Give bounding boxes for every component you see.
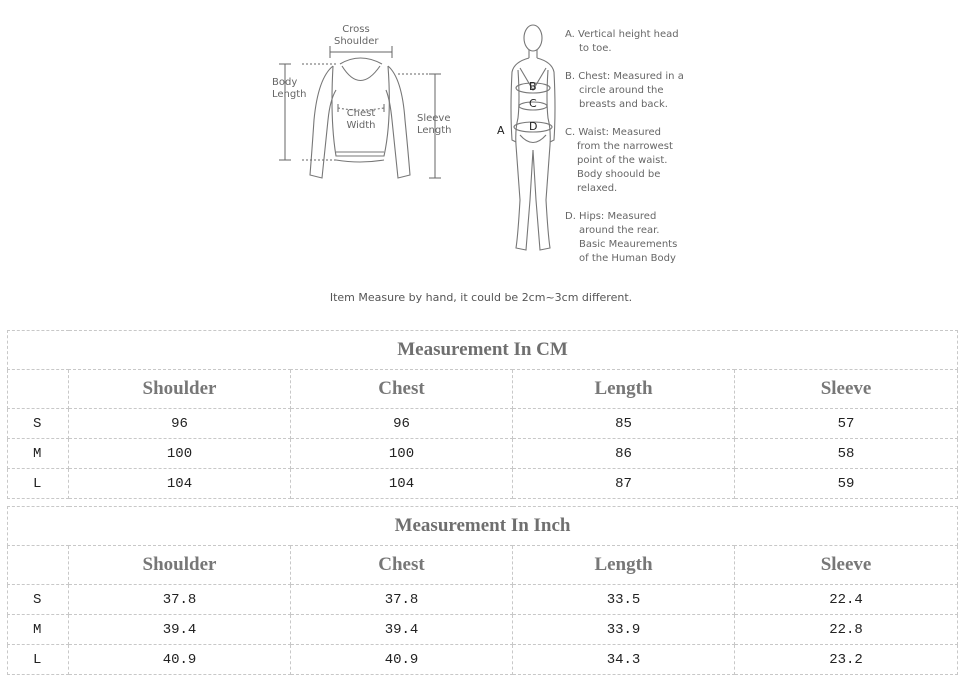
legend-c-line-3: point of the waist. bbox=[577, 155, 668, 166]
measurement-legend bbox=[565, 28, 715, 266]
legend-b-line-3: breasts and back. bbox=[579, 99, 668, 110]
inch-header-shoulder: Shoulder bbox=[69, 546, 291, 585]
body-figure-illustration bbox=[0, 0, 962, 290]
table-cell: 33.5 bbox=[513, 585, 735, 615]
measurement-note: Item Measure by hand, it could be 2cm~3cm different. bbox=[329, 291, 633, 304]
table-cell: 34.3 bbox=[513, 645, 735, 675]
inch-header-blank bbox=[8, 546, 69, 585]
table-cell: 22.8 bbox=[735, 615, 958, 645]
cm-size-table bbox=[7, 330, 958, 499]
cm-header-shoulder: Shoulder bbox=[69, 370, 291, 409]
table-cell: 86 bbox=[513, 439, 735, 469]
table-row bbox=[8, 585, 958, 615]
point-b-label: B bbox=[529, 80, 537, 93]
table-cell: 59 bbox=[735, 469, 958, 499]
cm-header-chest: Chest bbox=[291, 370, 513, 409]
table-cell: 57 bbox=[735, 409, 958, 439]
size-label: S bbox=[8, 409, 69, 439]
table-row bbox=[8, 409, 958, 439]
point-a-label: A bbox=[497, 124, 505, 137]
table-cell: 39.4 bbox=[69, 615, 291, 645]
size-label: S bbox=[8, 585, 69, 615]
size-label: L bbox=[8, 469, 69, 499]
inch-table-title: Measurement In Inch bbox=[8, 507, 958, 546]
sleeve-length-label-1: Sleeve bbox=[417, 113, 451, 124]
cm-header-blank bbox=[8, 370, 69, 409]
table-cell: 33.9 bbox=[513, 615, 735, 645]
table-cell: 23.2 bbox=[735, 645, 958, 675]
cross-shoulder-label-1: Cross bbox=[342, 24, 370, 35]
legend-c-line-5: relaxed. bbox=[577, 183, 618, 194]
legend-d-line-1: D. Hips: Measured bbox=[565, 211, 657, 222]
table-row bbox=[8, 469, 958, 499]
table-row bbox=[8, 615, 958, 645]
table-cell: 22.4 bbox=[735, 585, 958, 615]
legend-d-line-3: Basic Meaurements bbox=[579, 239, 678, 250]
table-cell: 40.9 bbox=[291, 645, 513, 675]
cross-shoulder-label-2: Shoulder bbox=[334, 36, 379, 47]
table-cell: 96 bbox=[69, 409, 291, 439]
table-cell: 37.8 bbox=[69, 585, 291, 615]
cm-header-length: Length bbox=[513, 370, 735, 409]
legend-c-line-4: Body shoould be bbox=[577, 169, 661, 180]
table-cell: 96 bbox=[291, 409, 513, 439]
table-row bbox=[8, 645, 958, 675]
table-cell: 40.9 bbox=[69, 645, 291, 675]
table-cell: 87 bbox=[513, 469, 735, 499]
inch-header-sleeve: Sleeve bbox=[735, 546, 958, 585]
table-row bbox=[8, 439, 958, 469]
table-cell: 37.8 bbox=[291, 585, 513, 615]
table-cell: 100 bbox=[291, 439, 513, 469]
table-cell: 58 bbox=[735, 439, 958, 469]
cm-table-title: Measurement In CM bbox=[8, 331, 958, 370]
table-cell: 39.4 bbox=[291, 615, 513, 645]
cm-header-sleeve: Sleeve bbox=[735, 370, 958, 409]
legend-d-line-4: of the Human Body bbox=[579, 253, 676, 264]
legend-b-line-2: circle around the bbox=[579, 85, 664, 96]
point-d-label: D bbox=[529, 120, 538, 133]
legend-d-line-2: around the rear. bbox=[579, 225, 660, 236]
chest-width-label-2: Width bbox=[346, 120, 376, 131]
chest-width-label-1: Chest bbox=[346, 108, 376, 119]
body-length-label-1: Body bbox=[272, 77, 298, 88]
legend-a-line-2: to toe. bbox=[579, 43, 612, 54]
measurement-figure bbox=[0, 0, 962, 320]
legend-a-line-1: A. Vertical height head bbox=[565, 29, 679, 40]
sleeve-length-label-2: Length bbox=[417, 125, 452, 136]
legend-c-line-1: C. Waist: Measured bbox=[565, 127, 662, 138]
point-c-label: C bbox=[529, 97, 537, 110]
size-label: L bbox=[8, 645, 69, 675]
inch-header-length: Length bbox=[513, 546, 735, 585]
table-cell: 104 bbox=[69, 469, 291, 499]
table-cell: 85 bbox=[513, 409, 735, 439]
body-length-label-2: Length bbox=[272, 89, 307, 100]
table-cell: 104 bbox=[291, 469, 513, 499]
inch-size-table bbox=[7, 506, 958, 675]
legend-c-line-2: from the narrowest bbox=[577, 141, 673, 152]
inch-header-chest: Chest bbox=[291, 546, 513, 585]
size-label: M bbox=[8, 439, 69, 469]
legend-b-line-1: B. Chest: Measured in a bbox=[565, 71, 684, 82]
size-label: M bbox=[8, 615, 69, 645]
table-cell: 100 bbox=[69, 439, 291, 469]
